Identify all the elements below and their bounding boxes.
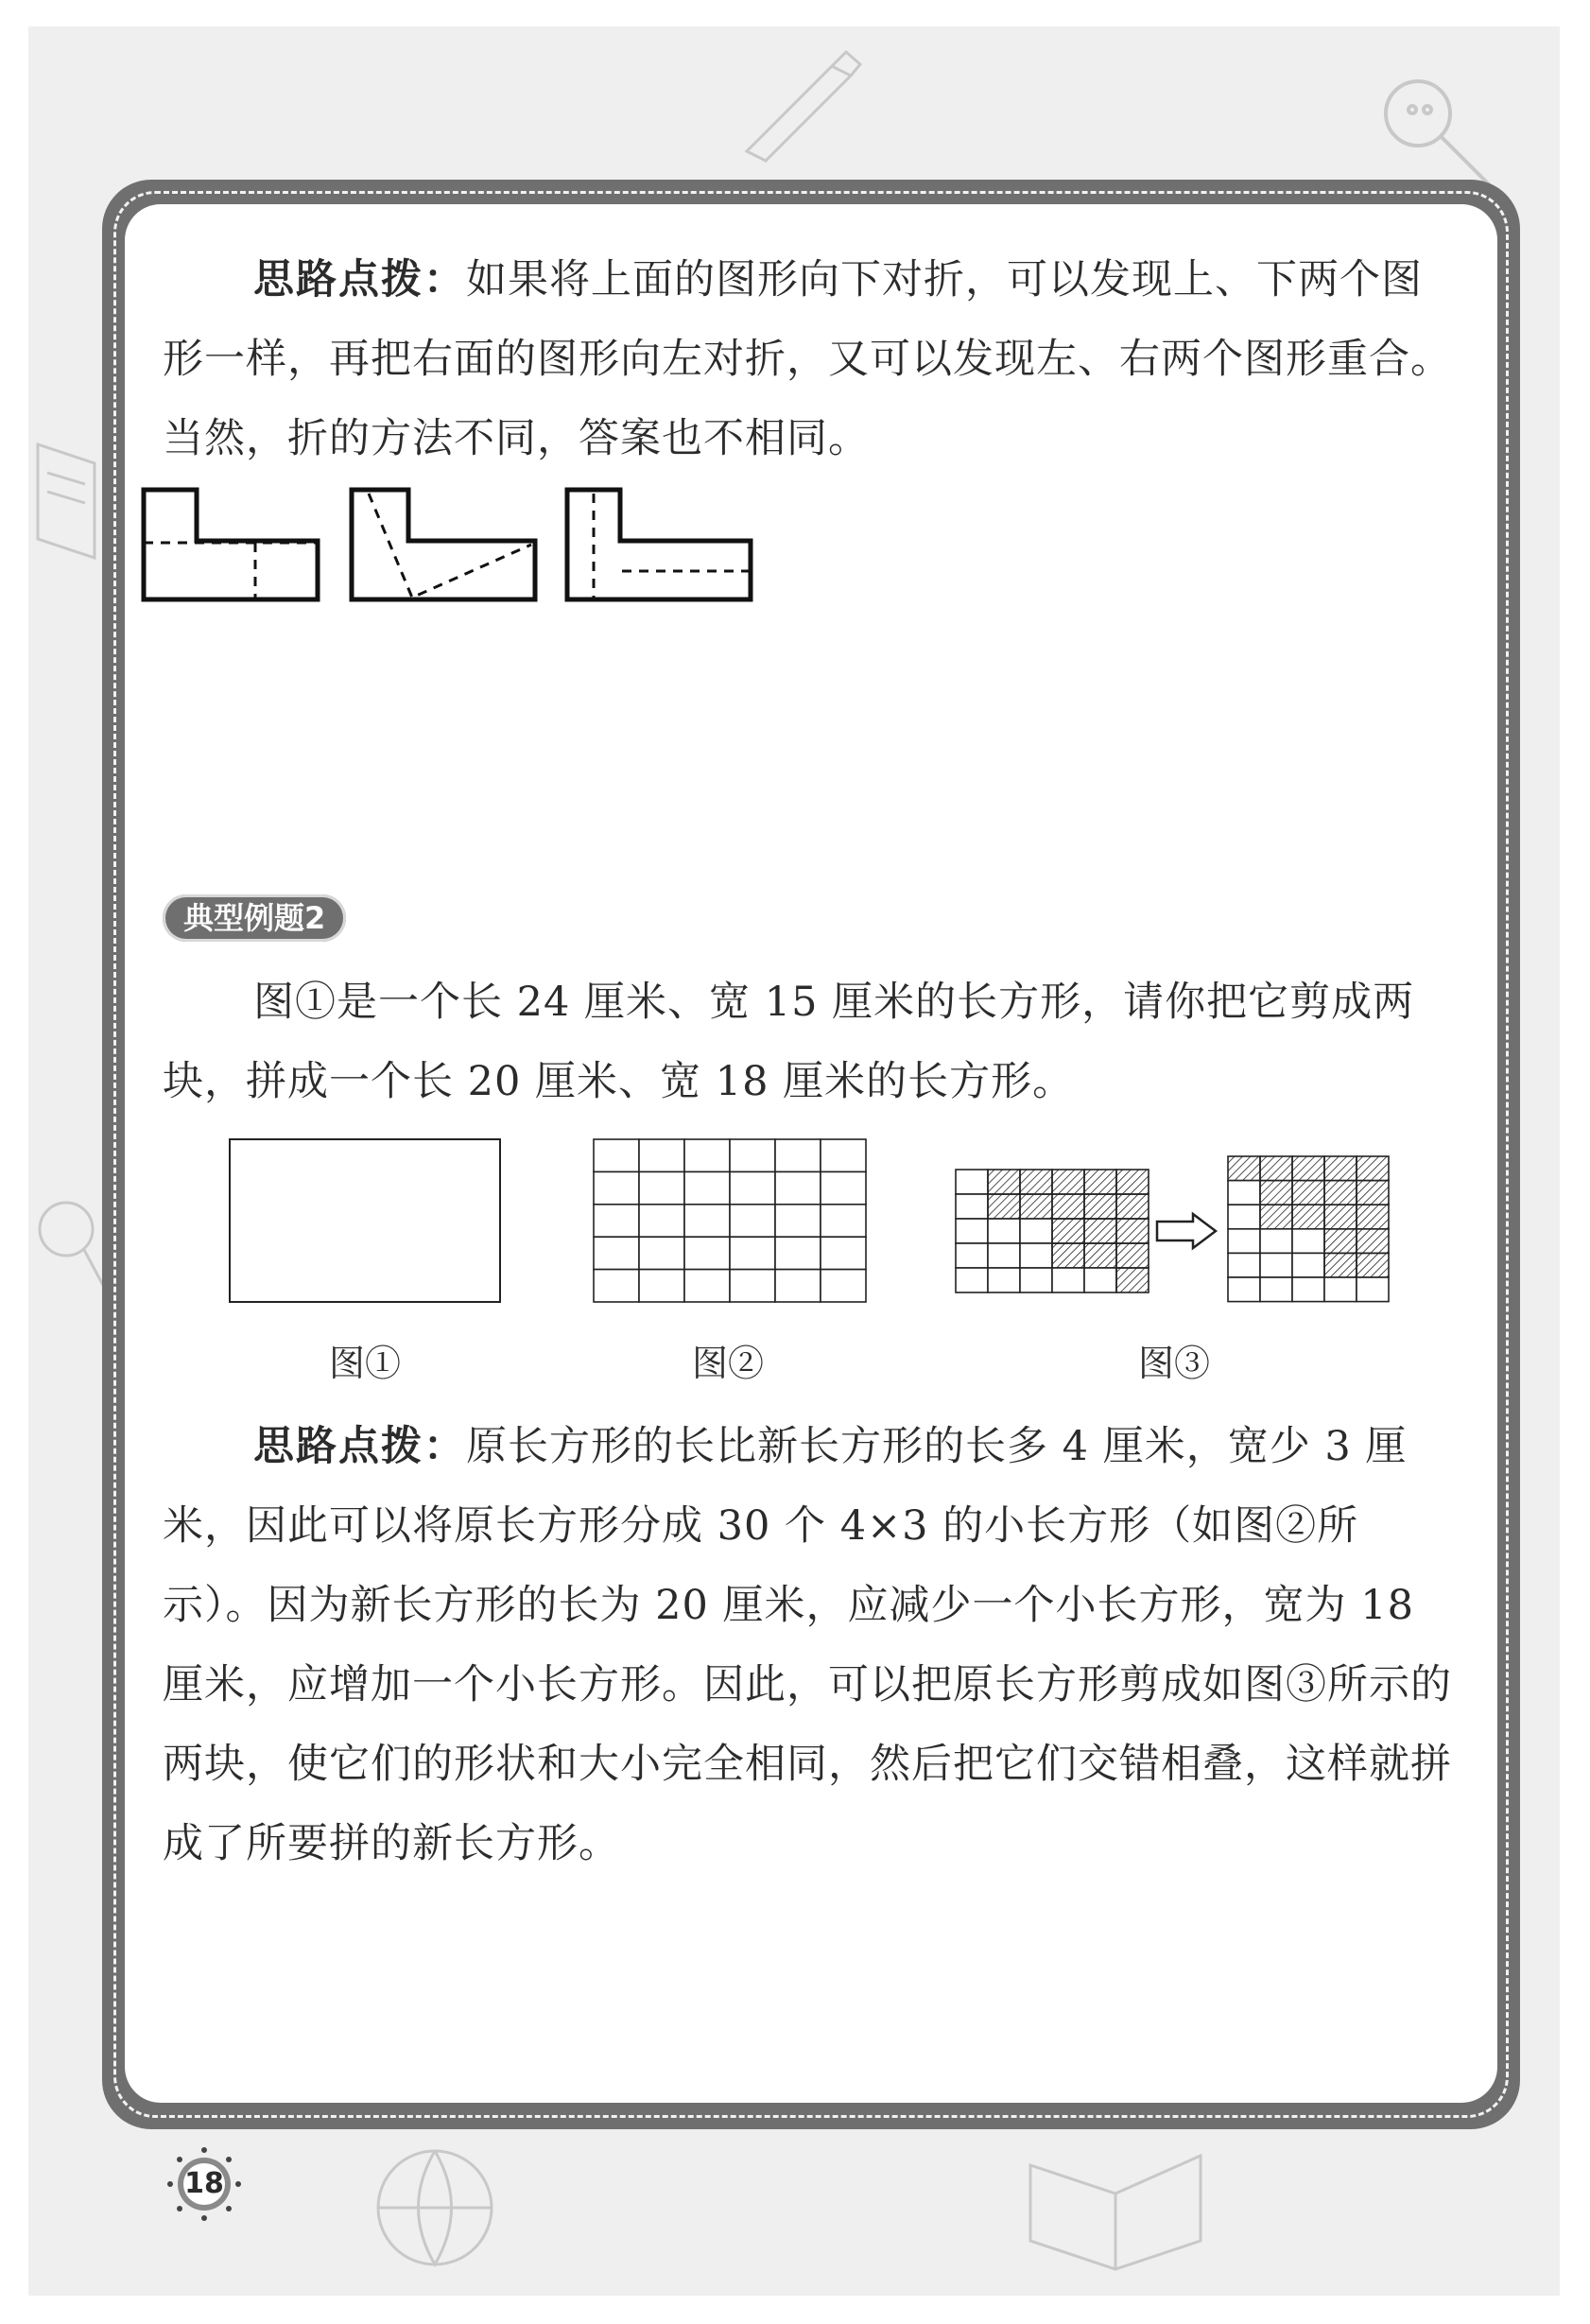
figure-2-grid — [593, 1138, 867, 1305]
grid-cell — [821, 1171, 866, 1204]
grid-cell — [1292, 1253, 1324, 1277]
hatched-cell — [1052, 1170, 1084, 1194]
grid-cell — [1228, 1205, 1260, 1229]
grid-cell — [956, 1170, 988, 1194]
caption-figure-2: 图② — [691, 1343, 764, 1384]
hatched-cell — [1260, 1156, 1292, 1181]
caption-figure-1: 图① — [328, 1343, 401, 1384]
grid-cell — [1228, 1253, 1260, 1277]
hatched-cell — [1116, 1170, 1149, 1194]
grid-cell — [1260, 1277, 1292, 1302]
grid-cell — [1228, 1277, 1260, 1302]
grid-cell — [1020, 1219, 1052, 1243]
page-number: 18 — [184, 2167, 224, 2200]
grid-cell — [730, 1270, 775, 1302]
hint-paragraph-2 — [163, 1407, 1460, 1883]
open-book-doodle-icon — [1021, 2127, 1210, 2269]
hint-lead-2: 思路点拨： — [253, 1423, 466, 1470]
hatched-cell — [1116, 1219, 1149, 1243]
figure-3-original-grid — [955, 1169, 1149, 1293]
hatched-cell — [1357, 1156, 1389, 1181]
hatched-cell — [1292, 1156, 1324, 1181]
book-doodle-icon — [28, 435, 104, 567]
grid-cell — [988, 1243, 1020, 1268]
grid-cell — [684, 1270, 730, 1302]
grid-cell — [639, 1270, 684, 1302]
problem-paragraph — [163, 963, 1460, 1121]
hatched-cell — [1357, 1229, 1389, 1254]
hatched-cell — [1052, 1194, 1084, 1219]
grid-cell — [1324, 1277, 1357, 1302]
hatched-cell — [1357, 1205, 1389, 1229]
grid-cell — [730, 1237, 775, 1269]
grid-cell — [594, 1139, 639, 1171]
hatched-cell — [1324, 1181, 1357, 1205]
grid-cell — [730, 1205, 775, 1237]
hatched-cell — [1116, 1268, 1149, 1292]
grid-cell — [956, 1268, 988, 1292]
grid-cell — [821, 1270, 866, 1302]
hint-text-1: 如果将上面的图形向下对折，可以发现上、下两个图形一样，再把右面的图形向左对折，又可以发现左、右两个图形重合。当然，折的方法不同，答案也不相同。 — [163, 256, 1452, 462]
grid-cell — [1020, 1268, 1052, 1292]
grid-cell — [775, 1171, 821, 1204]
hatched-cell — [1324, 1156, 1357, 1181]
grid-cell — [730, 1171, 775, 1204]
grid-cell — [1292, 1277, 1324, 1302]
grid-cell — [821, 1205, 866, 1237]
grid-cell — [1357, 1277, 1389, 1302]
hint-paragraph-1 — [163, 240, 1460, 478]
grid-cell — [821, 1237, 866, 1269]
hatched-cell — [1260, 1181, 1292, 1205]
grid-cell — [594, 1205, 639, 1237]
page-number-badge — [166, 2146, 242, 2222]
folded-shape-figure-3 — [565, 488, 754, 601]
globe-doodle-icon — [364, 2137, 506, 2279]
hint-text-2: 原长方形的长比新长方形的长多 4 厘米，宽少 3 厘米，因此可以将原长方形分成 30 个 4×3 的小长方形（如图②所示）。因为新长方形的长为 20 厘米，应减少一个小长方形，宽为 18 厘米，应增加一个小长方形。因此，可以把原长方形剪成如图③所示的两块，使它们的形状和大小完全相同，然后把它们交错相叠，这样就拼成了所要拼的新长方形。 — [163, 1423, 1452, 1867]
grid-cell — [821, 1139, 866, 1171]
grid-cell — [775, 1139, 821, 1171]
grid-cell — [730, 1139, 775, 1171]
hatched-cell — [1020, 1170, 1052, 1194]
grid-cell — [684, 1237, 730, 1269]
hatched-cell — [1292, 1205, 1324, 1229]
hatched-cell — [988, 1194, 1020, 1219]
grid-cell — [988, 1268, 1020, 1292]
hatched-cell — [1084, 1170, 1116, 1194]
hatched-cell — [988, 1170, 1020, 1194]
hatched-cell — [1260, 1205, 1292, 1229]
hatched-cell — [1084, 1219, 1116, 1243]
grid-cell — [1260, 1229, 1292, 1254]
grid-cell — [956, 1243, 988, 1268]
hatched-cell — [1116, 1194, 1149, 1219]
hatched-cell — [1116, 1243, 1149, 1268]
grid-cell — [956, 1194, 988, 1219]
grid-cell — [988, 1219, 1020, 1243]
figure-3-new-grid — [1227, 1155, 1391, 1303]
grid-cell — [639, 1237, 684, 1269]
hatched-cell — [1324, 1229, 1357, 1254]
hatched-cell — [1052, 1243, 1084, 1268]
grid-cell — [956, 1219, 988, 1243]
hatched-cell — [1292, 1181, 1324, 1205]
caption-figure-3: 图③ — [1137, 1343, 1210, 1384]
hatched-cell — [1228, 1156, 1260, 1181]
grid-cell — [684, 1139, 730, 1171]
grid-cell — [1228, 1229, 1260, 1254]
grid-cell — [1084, 1268, 1116, 1292]
hatched-cell — [1084, 1194, 1116, 1219]
hatched-cell — [1084, 1243, 1116, 1268]
magnifier-small-doodle-icon — [28, 1191, 113, 1324]
problem-text: 图①是一个长 24 厘米、宽 15 厘米的长方形，请你把它剪成两块，拼成一个长 20 厘米、宽 18 厘米的长方形。 — [163, 979, 1415, 1105]
grid-cell — [594, 1171, 639, 1204]
hatched-cell — [1052, 1219, 1084, 1243]
magnifier-doodle-icon — [1371, 66, 1503, 199]
hatched-cell — [1324, 1205, 1357, 1229]
hatched-cell — [1357, 1253, 1389, 1277]
arrow-icon — [1155, 1212, 1218, 1250]
grid-cell — [1292, 1229, 1324, 1254]
grid-cell — [684, 1171, 730, 1204]
grid-cell — [1260, 1253, 1292, 1277]
hatched-cell — [1324, 1253, 1357, 1277]
grid-cell — [639, 1139, 684, 1171]
pencil-doodle-icon — [728, 47, 860, 161]
grid-cell — [775, 1237, 821, 1269]
figure-1-rectangle — [229, 1138, 503, 1305]
grid-cell — [775, 1205, 821, 1237]
grid-cell — [594, 1237, 639, 1269]
grid-cell — [639, 1205, 684, 1237]
hatched-cell — [1020, 1194, 1052, 1219]
grid-cell — [594, 1270, 639, 1302]
hatched-cell — [1357, 1181, 1389, 1205]
hint-lead-1: 思路点拨： — [253, 256, 466, 304]
grid-cell — [639, 1171, 684, 1204]
grid-cell — [684, 1205, 730, 1237]
folded-shape-figure-2 — [350, 488, 539, 601]
grid-cell — [775, 1270, 821, 1302]
grid-cell — [1020, 1243, 1052, 1268]
grid-cell — [1052, 1268, 1084, 1292]
folded-shape-figure-1 — [142, 488, 321, 601]
example-badge: 典型例题2 — [163, 894, 346, 942]
grid-cell — [1228, 1181, 1260, 1205]
